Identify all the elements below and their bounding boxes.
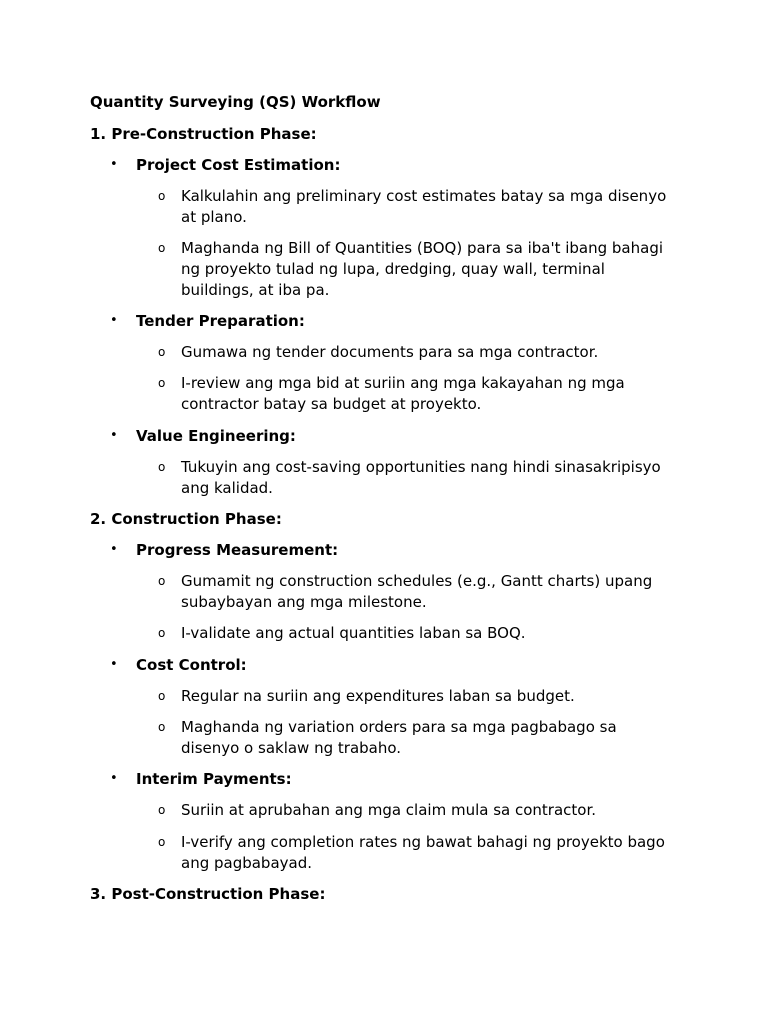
sub-bullet-glyph: o [158, 189, 166, 203]
list-item [158, 457, 678, 499]
bullet-glyph: • [110, 542, 118, 557]
list-item [158, 623, 678, 644]
list-item-text: Maghanda ng Bill of Quantities (BOQ) para sa iba't ibang bahagi ng proyekto tulad ng lupa, dredging, quay wall, terminal buildings, at iba pa. [181, 239, 664, 299]
list-item [158, 342, 678, 363]
list-item [158, 800, 678, 821]
sub-bullet-glyph: o [158, 626, 166, 640]
list-item-text: Suriin at aprubahan ang mga claim mula sa contractor. [181, 801, 597, 819]
sub-bullet-glyph: o [158, 720, 166, 734]
list-item [158, 717, 678, 759]
bullet-glyph: • [110, 157, 118, 172]
list-item [158, 373, 678, 415]
topic-label: Project Cost Estimation: [136, 156, 341, 174]
list-item [158, 832, 678, 874]
list-item [158, 686, 678, 707]
phase-heading: 1. Pre-Construction Phase: [90, 125, 317, 143]
sub-bullet-glyph: o [158, 835, 166, 849]
list-item [158, 238, 678, 301]
sub-bullet-glyph: o [158, 376, 166, 390]
list-item [158, 571, 678, 613]
list-item-text: I-validate ang actual quantities laban sa BOQ. [181, 624, 526, 642]
list-item-text: Maghanda ng variation orders para sa mga pagbabago sa disenyo o saklaw ng trabaho. [181, 718, 617, 757]
list-item-text: Tukuyin ang cost-saving opportunities nang hindi sinasakripisyo ang kalidad. [181, 458, 661, 497]
sub-bullet-glyph: o [158, 803, 166, 817]
list-item-text: Kalkulahin ang preliminary cost estimates batay sa mga disenyo at plano. [181, 187, 667, 226]
topic-label: Progress Measurement: [136, 541, 339, 559]
list-item-text: Regular na suriin ang expenditures laban sa budget. [181, 687, 575, 705]
phase-heading: 2. Construction Phase: [90, 510, 282, 528]
topic-label: Tender Preparation: [136, 312, 305, 330]
bullet-glyph: • [110, 313, 118, 328]
bullet-glyph: • [110, 771, 118, 786]
list-item-text: I-review ang mga bid at suriin ang mga kakayahan ng mga contractor batay sa budget at proyekto. [181, 374, 625, 413]
topic-label: Cost Control: [136, 656, 247, 674]
list-item [158, 186, 678, 228]
phase-heading: 3. Post-Construction Phase: [90, 885, 326, 903]
list-item-text: Gumamit ng construction schedules (e.g., Gantt charts) upang subaybayan ang mga milestone. [181, 572, 653, 611]
document-title: Quantity Surveying (QS) Workflow [90, 93, 381, 111]
topic-label: Value Engineering: [136, 427, 296, 445]
list-item-text: Gumawa ng tender documents para sa mga contractor. [181, 343, 599, 361]
sub-bullet-glyph: o [158, 345, 166, 359]
sub-bullet-glyph: o [158, 689, 166, 703]
bullet-glyph: • [110, 428, 118, 443]
sub-bullet-glyph: o [158, 574, 166, 588]
list-item-text: I-verify ang completion rates ng bawat bahagi ng proyekto bago ang pagbabayad. [181, 833, 665, 872]
topic-label: Interim Payments: [136, 770, 292, 788]
sub-bullet-glyph: o [158, 241, 166, 255]
sub-bullet-glyph: o [158, 460, 166, 474]
bullet-glyph: • [110, 657, 118, 672]
